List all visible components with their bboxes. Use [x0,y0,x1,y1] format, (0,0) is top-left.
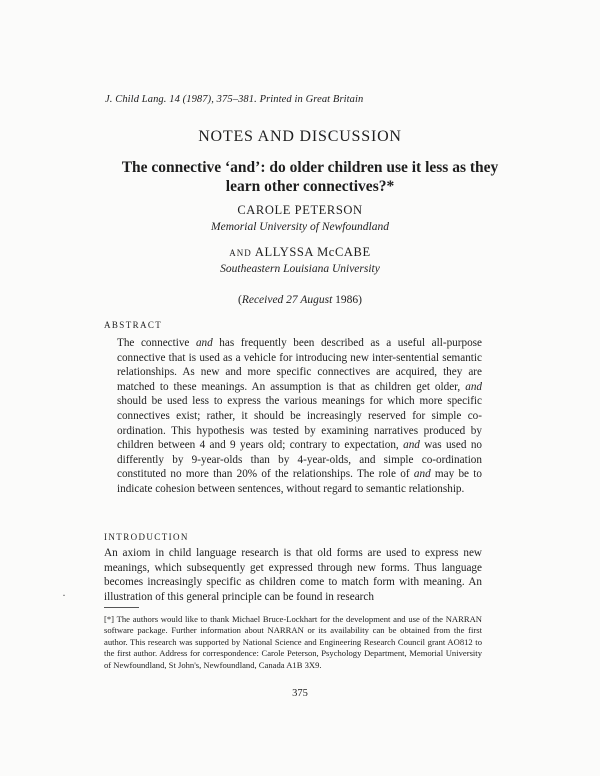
introduction-heading: INTRODUCTION [104,532,189,542]
citation-text: J. Child Lang. 14 (1987), 375–381. Printed in Great Britain [105,94,364,105]
section-heading: NOTES AND DISCUSSION [198,128,402,145]
author-1: CAROLE PETERSON [237,203,363,217]
footnote-marker: [*] [104,614,115,624]
footnote [104,614,482,671]
abstract-heading: ABSTRACT [104,320,163,330]
page-number: 375 [292,688,308,699]
received-label: Received 27 August [241,294,333,306]
abstract-text: The connective and has frequently been described as a useful all-purpose connective that is used as a vehicle for introducing new inter-sentential semantic relationships. As new and more specific connectives are acquired, they are matched to these meanings. An assumption is that as children get older, and should be used less to express the various meanings for which more specific connectives exist; rather, it should be increasingly reserved for simple co-ordination. This hypothesis was tested by examining narratives produced by children between 4 and 9 years old; contrary to expectation, and was used no differently by 9-year-olds than by 4-year-olds, and simple co-ordination constituted no more than 20% of the relationships. The role of and may be to indicate cohesion between sentences, without regard to semantic relationship. [117,337,483,495]
received-date: (Received 27 August 1986) [237,294,363,306]
footnote-rule [104,607,139,608]
author-2-prefix: AND [229,248,252,258]
journal-citation [105,94,363,105]
author-2: ALLYSSA McCABE [254,245,371,259]
article-title: The connective ‘and’: do older children use it less as they learn other connectives?* [121,159,499,195]
margin-mark: · [62,588,66,602]
affiliation-1: Memorial University of Newfoundland [211,221,389,233]
author-2-line [0,245,600,260]
received-year: 1986) [332,294,363,306]
introduction-text: An axiom in child language research is that old forms are used to express new meanings, which subsequently get expressed through new forms. Thus language becomes increasingly specific as children come to match form with meaning. An illustration of this general principle can be found in research [104,547,482,603]
footnote-text: The authors would like to thank Michael Bruce-Lockhart for the development and use of the NARRAN software package. Further information about NARRAN or its availability can be obtained from the first author. This research was supported by National Science and Engineering Research Council grant AO812 to the first author. Address for correspondence: Carole Peterson, Psychology Department, Memorial University of Newfoundland, St John's, Newfoundland, Canada A1B 3X9. [104,614,482,670]
affiliation-2: Southeastern Louisiana University [220,263,380,275]
